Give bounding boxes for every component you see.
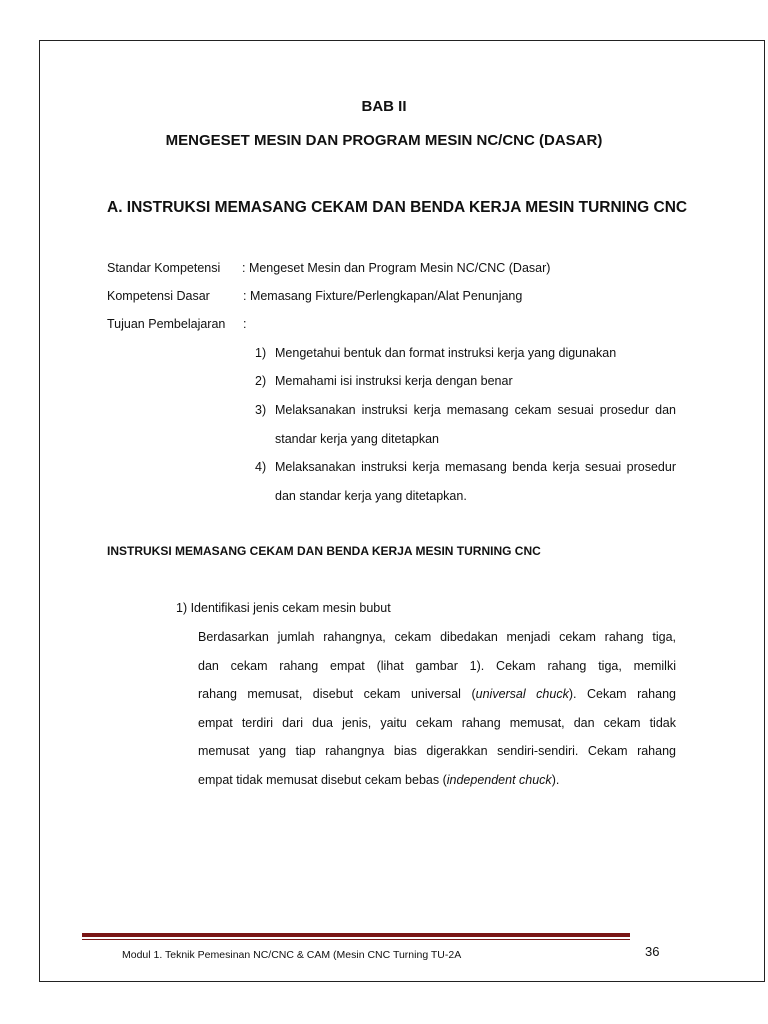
meta-label: Tujuan Pembelajaran [107,317,226,331]
paragraph-line [198,766,676,795]
paragraph-line: dan cekam rahang empat (lihat gambar 1). Cekam rahang tiga, memilki [198,658,676,673]
footer-text: Modul 1. Teknik Pemesinan NC/CNC & CAM (Mesin CNC Turning TU-2A [122,949,462,961]
footer-rule-thick [82,933,630,937]
chapter-title: MENGESET MESIN DAN PROGRAM MESIN NC/CNC (DASAR) [165,132,603,149]
section-heading: A. INSTRUKSI MEMASANG CEKAM DAN BENDA KERJA MESIN TURNING CNC [107,199,688,216]
paragraph-line: empat terdiri dari dua jenis, yaitu cekam rahang memusat, dan cekam tidak [198,715,676,730]
objective-item [255,453,676,510]
subheading: INSTRUKSI MEMASANG CEKAM DAN BENDA KERJA MESIN TURNING CNC [107,544,541,558]
meta-label: Kompetensi Dasar [107,289,210,303]
objective-item [255,396,676,453]
meta-label: Standar Kompetensi [107,261,221,275]
meta-value: : Memasang Fixture/Perlengkapan/Alat Penunjang [243,289,523,303]
page-number: 36 [645,944,660,959]
paragraph-line: memusat yang tiap rahangnya bias digerakkan sendiri-sendiri. Cekam rahang [198,744,676,758]
objective-text: Memahami isi instruksi kerja dengan benar [275,374,513,388]
text-run: ). [551,772,560,787]
meta-tujuan [107,317,667,337]
meta-kompetensi [107,289,667,309]
objective-number: 2) [255,374,267,388]
item1-paragraph [198,623,676,794]
objective-item [255,339,676,368]
objective-item [255,367,676,396]
objective-number: 3) [255,403,267,417]
objective-text: Melaksanakan instruksi kerja memasang cekam sesuai prosedur dan standar kerja yang ditetapkan [275,403,676,446]
page-frame [39,40,765,982]
footer-rule-thin [82,939,630,940]
meta-value: : Mengeset Mesin dan Program Mesin NC/CNC (Dasar) [242,261,551,275]
meta-colon: : [243,317,247,331]
paragraph-line: Berdasarkan jumlah rahangnya, cekam dibedakan menjadi cekam rahang tiga, [198,630,676,644]
item1-title: 1) Identifikasi jenis cekam mesin bubut [176,601,391,615]
text-run: rahang memusat, disebut cekam universal ( [198,687,476,701]
objective-text: Melaksanakan instruksi kerja memasang benda kerja sesuai prosedur dan standar kerja yang ditetapkan. [275,460,676,503]
chapter-label: BAB II [361,98,407,115]
objective-text: Mengetahui bentuk dan format instruksi kerja yang digunakan [275,346,617,360]
objective-number: 4) [255,460,267,474]
objective-number: 1) [255,346,267,360]
meta-standar [107,261,667,281]
italic-term: universal chuck [475,687,569,701]
text-run: ). Cekam rahang [568,687,676,701]
paragraph-line [198,680,676,709]
text-run: empat tidak memusat disebut cekam bebas ( [198,772,447,787]
italic-term: independent chuck [446,772,552,787]
